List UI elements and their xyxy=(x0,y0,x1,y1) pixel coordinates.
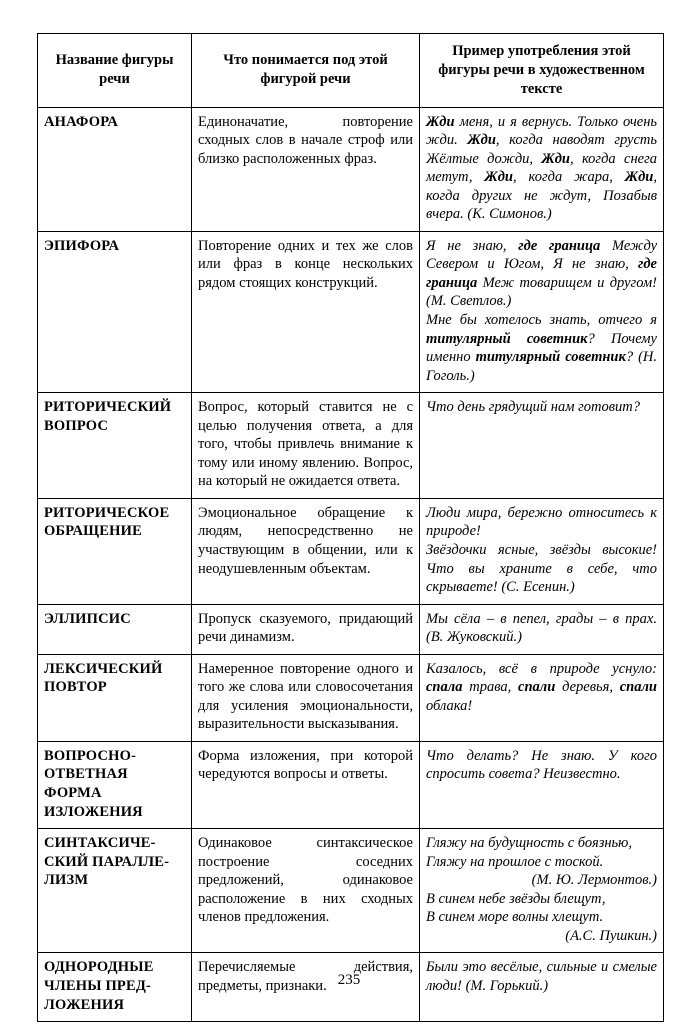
text-run: В синем море волны хлещут. xyxy=(426,909,604,926)
text-run: Мы сёла – в пепел, грады – в прах. (В. Жуковский.) xyxy=(426,610,657,646)
emphasized-text-run: Жди xyxy=(624,169,654,186)
figure-name-cell: АНАФОРА xyxy=(38,107,192,231)
figure-name-cell: РИТОРИЧЕСКИЙ ВОПРОС xyxy=(38,393,192,499)
example-line xyxy=(426,660,657,716)
emphasized-text-run: где граница xyxy=(426,256,657,291)
page-number: 235 xyxy=(337,972,361,988)
text-run: (А.С. Пушкин.) xyxy=(565,927,657,944)
table-row-rhetorical-address xyxy=(38,498,664,604)
text-run: , когда других не ждут, Позабыв вчера. (К. Симонов.) xyxy=(426,169,657,223)
emphasized-text-run: Жди xyxy=(484,169,513,186)
example-cell xyxy=(420,654,664,741)
text-run: , когда жара, xyxy=(513,169,625,186)
table-row-anaphora xyxy=(38,107,664,231)
definition-cell: Одинаковое синтаксическое построение соседних предложений, одинаковое расположение в них сходных членов предложения. xyxy=(192,829,420,953)
emphasized-text-run: титулярный советник xyxy=(475,349,626,366)
table-row-rhetorical-question xyxy=(38,393,664,499)
example-cell xyxy=(420,393,664,499)
emphasized-text-run: Жди xyxy=(426,113,455,130)
text-run: Гляжу на прошлое с тоской. xyxy=(426,853,604,870)
example-cell xyxy=(420,231,664,392)
text-run: (М. Ю. Лермонтов.) xyxy=(531,872,657,889)
header-definition: Что понимается под этой фигурой речи xyxy=(192,34,420,108)
example-line xyxy=(426,541,657,597)
emphasized-text-run: спала xyxy=(426,679,463,696)
document-page xyxy=(37,33,663,1022)
example-line xyxy=(426,853,657,872)
example-line xyxy=(426,504,657,541)
example-line xyxy=(426,747,657,784)
figures-of-speech-table xyxy=(37,33,664,1022)
emphasized-text-run: где граница xyxy=(518,237,601,254)
emphasized-text-run: спали xyxy=(518,679,556,696)
definition-cell: Пропуск сказуемого, придающий речи динамизм. xyxy=(192,604,420,654)
example-line xyxy=(426,398,657,417)
text-run: , когда снега метут, xyxy=(426,150,657,186)
emphasized-text-run: Жди xyxy=(467,132,496,149)
example-line xyxy=(426,908,657,927)
figure-name-cell: РИТОРИЧЕСКОЕ ОБРАЩЕНИЕ xyxy=(38,498,192,604)
header-figure-name: Название фигуры речи xyxy=(38,34,192,108)
text-run: ? (Н. Гоголь.) xyxy=(426,349,657,384)
text-run: Мне бы хотелось знать, отчего я xyxy=(426,312,657,328)
text-run: Люди мира, бережно относитесь к природе! xyxy=(426,504,657,540)
table-row-syntactic-parallelism xyxy=(38,829,664,953)
definition-cell: Повторение одних и тех же слов или фраз в конце нескольких рядом стоящих конструкций. xyxy=(192,231,420,392)
definition-cell: Намеренное повторение одного и того же слова или словосочетания для усиления эмоциональности, выразительности высказывания. xyxy=(192,654,420,741)
definition-cell: Единоначатие, повторение сходных слов в начале строф или близко расположенных фраз. xyxy=(192,107,420,231)
example-line xyxy=(426,311,657,385)
text-run: Я не знаю, xyxy=(426,237,519,254)
text-run: Что день грядущий нам готовит? xyxy=(426,399,641,416)
example-line xyxy=(426,927,657,946)
figure-name-cell: ЭЛЛИПСИС xyxy=(38,604,192,654)
example-line xyxy=(426,237,657,311)
figure-name-cell: ВОПРОСНО-ОТВЕТНАЯ ФОРМА ИЗЛОЖЕНИЯ xyxy=(38,741,192,828)
text-run: облака! xyxy=(426,697,473,714)
example-cell xyxy=(420,498,664,604)
example-cell xyxy=(420,107,664,231)
example-line xyxy=(426,890,657,909)
figure-name-cell: ЭПИФОРА xyxy=(38,231,192,392)
emphasized-text-run: спали xyxy=(619,679,657,696)
table-row-epiphora xyxy=(38,231,664,392)
figure-name-cell: ОДНОРОДНЫЕ ЧЛЕНЫ ПРЕД-ЛОЖЕНИЯ xyxy=(38,953,192,1022)
table-row-question-answer-form xyxy=(38,741,664,828)
table-header-row xyxy=(38,34,664,108)
example-cell xyxy=(420,829,664,953)
example-cell xyxy=(420,604,664,654)
text-run: деревья, xyxy=(555,679,620,696)
text-run: меня, и я вернусь. Только очень жди. xyxy=(426,113,657,149)
table-row-lexical-repetition xyxy=(38,654,664,741)
text-run: Звёздочки ясные, звёзды высокие! Что вы храните в себе, что скрываете! (С. Есенин.) xyxy=(426,542,657,596)
definition-cell: Вопрос, который ставится не с целью получения ответа, а для того, чтобы привлечь внимание к тому или иному явлению. Вопрос, на который не ожидается ответа. xyxy=(192,393,420,499)
text-run: Между Севером и Югом, Я не знаю, xyxy=(426,237,658,273)
example-line xyxy=(426,113,657,224)
definition-cell: Перечисляемые действия, предметы, признаки. xyxy=(192,953,420,1022)
text-run: Гляжу на будущность с боязнью, xyxy=(426,835,633,852)
text-run: Были это весёлые, сильные и смелые люди! (М. Горький.) xyxy=(426,959,657,994)
text-run: трава, xyxy=(462,679,519,696)
example-line xyxy=(426,871,657,890)
text-run: , когда наводят грусть Жёлтые дожди, xyxy=(426,132,657,167)
text-run: Что делать? Не знаю. У кого спросить совета? Неизвестно. xyxy=(426,747,657,783)
example-cell xyxy=(420,741,664,828)
text-run: ? Почему именно xyxy=(426,330,657,366)
table-row-ellipsis xyxy=(38,604,664,654)
definition-cell: Эмоциональное обращение к людям, непосредственно не участвующим в общении, или к неодушевленным объектам. xyxy=(192,498,420,604)
example-line xyxy=(426,610,657,647)
text-run: В синем небе звёзды блещут, xyxy=(426,890,606,907)
emphasized-text-run: титулярный советник xyxy=(426,330,588,347)
header-example: Пример употребления этой фигуры речи в художественном тексте xyxy=(420,34,664,108)
figure-name-cell: СИНТАКСИЧЕ-СКИЙ ПАРАЛЛЕ-ЛИЗМ xyxy=(38,829,192,953)
definition-cell: Форма изложения, при которой чередуются вопросы и ответы. xyxy=(192,741,420,828)
emphasized-text-run: Жди xyxy=(541,150,570,167)
text-run: Казалось, всё в природе уснуло: xyxy=(426,660,657,677)
figure-name-cell: ЛЕКСИЧЕСКИЙ ПОВТОР xyxy=(38,654,192,741)
text-run: Меж товарищем и другом! (М. Светлов.) xyxy=(426,274,657,310)
example-line xyxy=(426,834,657,853)
